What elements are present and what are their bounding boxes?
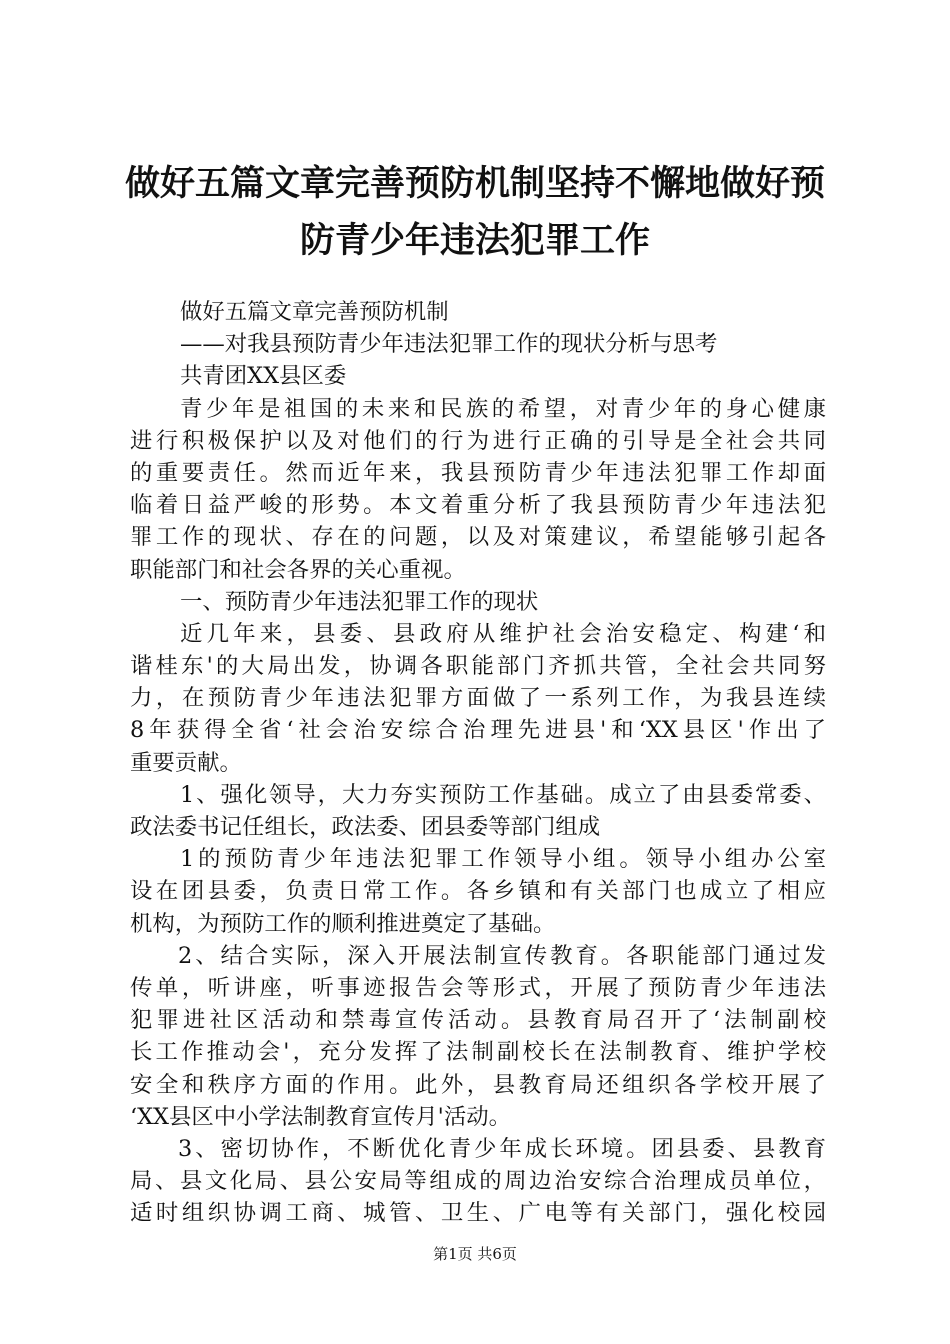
paragraph-line: 适时组织协调工商、城管、卫生、广电等有关部门，强化校园 (130, 1200, 826, 1227)
page-number: 第1页 共6页 (433, 1245, 517, 1263)
paragraph-line: 局、县文化局、县公安局等组成的周边治安综合治理成员单位， (130, 1168, 826, 1195)
paragraph-line: 进行积极保护以及对他们的行为进行正确的引导是全社会共同 (130, 427, 826, 454)
paragraph-line: 临着日益严峻的形势。本文着重分析了我县预防青少年违法犯 (130, 492, 826, 519)
paragraph-line: 机构，为预防工作的顺利推进奠定了基础。 (130, 910, 556, 937)
paragraph-line: 谐桂东'的大局出发，协调各职能部门齐抓共管，全社会共同努 (130, 653, 826, 680)
document-title-line-1: 做好五篇文章完善预防机制坚持不懈地做好预 (124, 163, 825, 204)
paragraph-line: ‘XX县区中小学法制教育宣传月'活动。 (130, 1103, 512, 1130)
paragraph-line: 重要贡献。 (130, 749, 242, 776)
paragraph-line: 的重要责任。然而近年来，我县预防青少年违法犯罪工作却面 (130, 459, 826, 486)
paragraph-line: 设在团县委，负责日常工作。各乡镇和有关部门也成立了相应 (130, 878, 826, 905)
paragraph-line: 罪工作的现状、存在的问题，以及对策建议，希望能够引起各 (130, 524, 826, 551)
subtitle-2: ——对我县预防青少年违法犯罪工作的现状分析与思考 (180, 331, 718, 358)
document-body (130, 296, 826, 1229)
paragraph-line: 1的预防青少年违法犯罪工作领导小组。领导小组办公室 (180, 846, 826, 873)
author: 共青团XX县区委 (180, 363, 347, 390)
paragraph-line: 近几年来，县委、县政府从维护社会治安稳定、构建‘和 (180, 620, 826, 647)
paragraph-line: 8年获得全省‘社会治安综合治理先进县'和‘XX县区'作出了 (130, 717, 826, 744)
subtitle: 做好五篇文章完善预防机制 (180, 299, 449, 325)
paragraph-line: 3、密切协作，不断优化青少年成长环境。团县委、县教育 (178, 1135, 826, 1162)
paragraph-line: 2、结合实际，深入开展法制宣传教育。各职能部门通过发 (178, 942, 826, 969)
paragraph-line: 长工作推动会'，充分发挥了法制副校长在法制教育、维护学校 (130, 1039, 826, 1066)
paragraph-line: 安全和秩序方面的作用。此外，县教育局还组织各学校开展了 (130, 1071, 826, 1098)
paragraph-line: 力，在预防青少年违法犯罪方面做了一系列工作，为我县连续 (130, 685, 826, 712)
document-title-line-2: 防青少年违法犯罪工作 (299, 220, 650, 261)
paragraph-line: 青少年是祖国的未来和民族的希望，对青少年的身心健康 (180, 395, 826, 422)
paragraph-line: 政法委书记任组长，政法委、团县委等部门组成 (130, 814, 601, 840)
paragraph-line: 1、强化领导，大力夯实预防工作基础。成立了由县委常委、 (180, 781, 826, 808)
paragraph-line: 犯罪进社区活动和禁毒宣传活动。县教育局召开了‘法制副校 (130, 1007, 826, 1034)
paragraph-line: 传单，听讲座，听事迹报告会等形式，开展了预防青少年违法 (130, 974, 826, 1001)
section-heading: 一、预防青少年违法犯罪工作的现状 (180, 588, 539, 615)
paragraph-line: 职能部门和社会各界的关心重视。 (130, 556, 466, 583)
